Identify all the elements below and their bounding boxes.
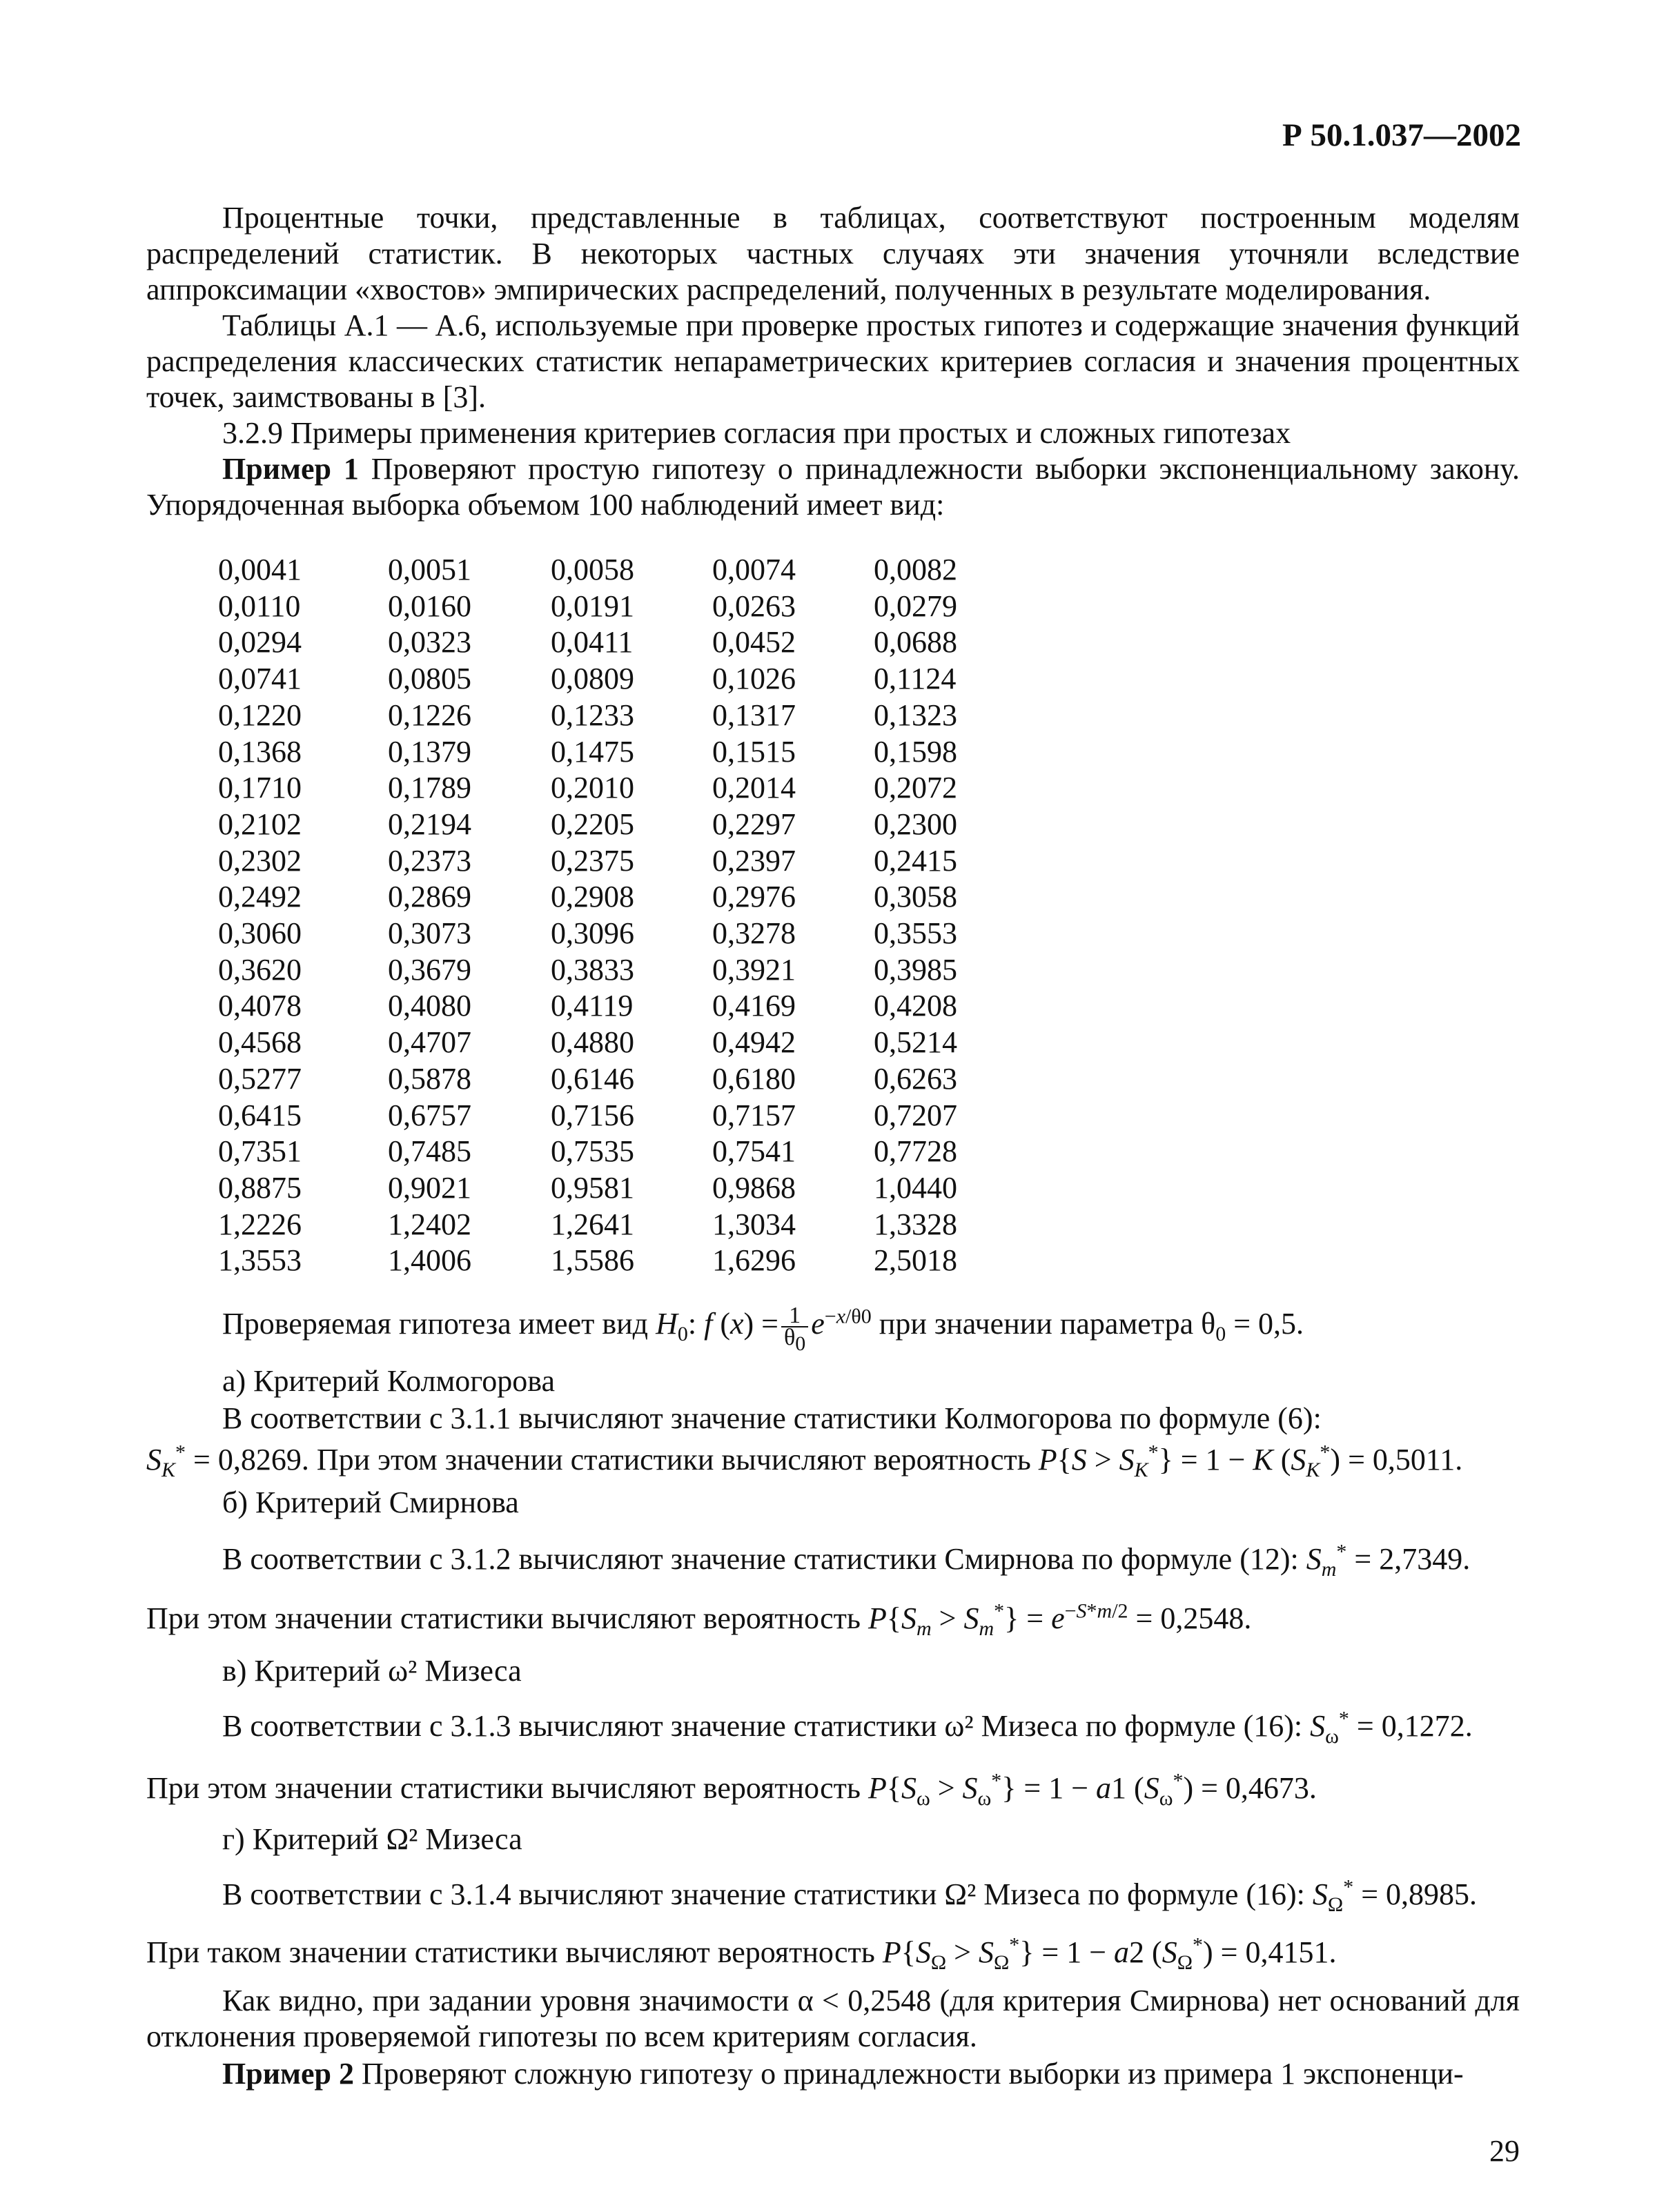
table-cell: 1,2226 [218,1207,302,1241]
table-cell: 0,3679 [388,952,471,987]
smirnov-text: В соответствии с 3.1.2 вычисляют значение статистики Смирнова по формуле (12): [222,1542,1306,1576]
example-2-label: Пример 2 [222,2057,355,2091]
example-1-label: Пример 1 [222,452,359,486]
table-cell: 0,3921 [712,952,796,987]
table-cell: 0,0294 [218,625,302,660]
table-cell: 0,6180 [712,1061,796,1096]
paragraph-example-1 [146,451,1520,523]
table-cell: 0,7157 [712,1098,796,1132]
page-number: 29 [1489,2134,1520,2168]
table-cell: 0,0082 [874,553,957,586]
table-cell: 0,5277 [218,1061,302,1096]
document-number: Р 50.1.037—2002 [1282,117,1521,153]
table-cell: 0,4942 [712,1025,796,1060]
table-cell: 0,0805 [388,662,471,696]
table-cell: 0,0058 [551,553,634,586]
table-cell: 0,2014 [712,771,796,805]
Omega-line-1: В соответствии с 3.1.4 вычисляют значение статистики Ω² Мизеса по формуле (16): $S_\Omega^* = 0,8985$. [222,1875,1478,1916]
table-cell: 0,1598 [874,734,957,769]
table-cell: 0,7535 [551,1134,634,1169]
table-cell: 1,5586 [551,1243,634,1278]
omega-title: в) Критерий ω² Мизеса [222,1654,522,1688]
table-cell: 0,7485 [388,1134,471,1169]
table-cell: 0,1233 [551,698,634,732]
table-cell: 0,1515 [712,734,796,769]
table-cell: 0,0411 [551,625,634,660]
table-cell: 1,3553 [218,1243,302,1278]
example-2-text: Проверяют сложную гипотезу о принадлежности выборки из примера 1 экспоненци- [354,2057,1464,2091]
table-row [218,879,1012,916]
table-row [218,552,1012,589]
sample-table [218,552,1012,1279]
smirnov-line-1: В соответствии с 3.1.2 вычисляют значение статистики Смирнова по формуле (12): $S_m^* = 2,7349$. [222,1540,1471,1581]
smirnov-line-2: При этом значении статистики вычисляют вероятность $P\{S_m > S_m^*\} = e^{-S*m/2} = 0,2548$. [146,1599,1252,1640]
table-cell: 0,2072 [874,771,957,805]
Omega-text: В соответствии с 3.1.4 вычисляют значение статистики Ω² Мизеса по формуле (16): [222,1877,1313,1911]
Omega-line-2: При таком значении статистики вычисляют вероятность $P\{S_\Omega > S_\Omega^*\} = 1 - a2$ $(S_\Omega^*) = 0,4151$. [146,1933,1337,1974]
table-cell: 0,0191 [551,589,634,623]
table-cell: 0,1789 [388,771,471,805]
table-cell: 0,2194 [388,807,471,841]
kolmogorov-line-1: В соответствии с 3.1.1 вычисляют значение статистики Колмогорова по формуле (6): [222,1401,1322,1435]
table-cell: 0,3620 [218,952,302,987]
table-cell: 2,5018 [874,1243,957,1278]
table-cell: 0,2205 [551,807,634,841]
table-cell: 0,0688 [874,625,957,660]
kolmogorov-stat: = 0,8269. При этом значении статистики вычисляют вероятность [186,1443,1039,1477]
table-cell: 0,9868 [712,1170,796,1205]
table-cell: 0,4880 [551,1025,634,1060]
table-cell: 0,1379 [388,734,471,769]
table-cell: 0,0452 [712,625,796,660]
table-cell: 0,2302 [218,843,302,878]
table-cell: 0,4568 [218,1025,302,1060]
table-cell: 0,7207 [874,1098,957,1132]
table-cell: 0,1475 [551,734,634,769]
omega-text: В соответствии с 3.1.3 вычисляют значение статистики ω² Мизеса по формуле (16): [222,1709,1311,1743]
table-cell: 0,0051 [388,553,471,586]
table-cell: 0,2869 [388,880,471,914]
table-row [218,698,1012,734]
table-cell: 0,1710 [218,771,302,805]
table-cell: 0,0323 [388,625,471,660]
omega-prob: = 0,4673. [1193,1771,1317,1805]
table-cell: 0,7156 [551,1098,634,1132]
table-cell: 1,3034 [712,1207,796,1241]
Omega-title: г) Критерий Ω² Мизеса [222,1822,522,1856]
table-cell: 0,2102 [218,807,302,841]
table-row [218,843,1012,880]
sample-table-body [218,552,1012,1279]
table-cell: 0,2010 [551,771,634,805]
table-cell: 0,0074 [712,553,796,586]
table-cell: 0,3073 [388,916,471,951]
table-cell: 1,2402 [388,1207,471,1241]
omega-line-1: В соответствии с 3.1.3 вычисляют значение статистики ω² Мизеса по формуле (16): $S_\omega^* = 0,1272$. [222,1707,1473,1748]
table-cell: 0,2397 [712,843,796,878]
kolmogorov-line-2: $S_K^* = 0,8269$. При этом значении статистики вычисляют вероятность $P\{S > S_K^*\} = 1 - K$ $(S_K^*) = 0,5011$. [146,1441,1463,1481]
table-cell: 0,0160 [388,589,471,623]
table-cell: 0,2492 [218,880,302,914]
kolmogorov-title: а) Критерий Колмогорова [222,1364,555,1398]
table-cell: 0,5214 [874,1025,957,1060]
hypothesis-line: Проверяемая гипотеза имеет вид $H_0$: f (x) = $\frac{1}{\theta_0}$ $e^{-x/\theta 0}$ при значении параметра $\theta_0 = 0,5$. [222,1303,1304,1355]
hypothesis-suffix: при значении параметра θ [871,1307,1216,1341]
table-cell: 0,6263 [874,1061,957,1096]
omega-text-2: При этом значении статистики вычисляют вероятность [146,1771,868,1805]
table-cell: 0,1226 [388,698,471,732]
table-row [218,1170,1012,1207]
table-cell: 1,3328 [874,1207,957,1241]
table-cell: 0,0279 [874,589,957,623]
hypothesis-prefix: Проверяемая гипотеза имеет вид [222,1307,656,1341]
table-cell: 1,4006 [388,1243,471,1278]
omega-line-2: При этом значении статистики вычисляют вероятность $P\{S_\omega > S_\omega^*\} = 1 - a1$ $(S_\omega^*) = 0,4673$. [146,1769,1317,1810]
table-cell: 0,0110 [218,589,301,623]
Omega-prob: = 0,4151. [1213,1935,1337,1969]
table-cell: 0,3553 [874,916,957,951]
table-cell: 0,1317 [712,698,796,732]
table-row [218,1061,1012,1098]
table-cell: 0,6757 [388,1098,471,1132]
table-cell: 0,4208 [874,989,957,1023]
table-row [218,988,1012,1025]
table-cell: 0,4080 [388,989,471,1023]
table-cell: 0,4707 [388,1025,471,1060]
table-cell: 0,4169 [712,989,796,1023]
table-cell: 0,5878 [388,1061,471,1096]
table-cell: 0,9021 [388,1170,471,1205]
table-row [218,661,1012,698]
table-cell: 0,7351 [218,1134,302,1169]
table-cell: 0,2297 [712,807,796,841]
omega-stat: = 0,1272. [1349,1709,1473,1743]
table-cell: 0,7728 [874,1134,957,1169]
table-row [218,1134,1012,1170]
fraction-1-over-theta: $\frac{1}{\theta_0}$ [781,1305,808,1348]
table-cell: 0,3096 [551,916,634,951]
Omega-stat: = 0,8985. [1353,1877,1478,1911]
table-cell: 0,2373 [388,843,471,878]
table-cell: 0,1026 [712,662,796,696]
table-row [218,624,1012,661]
table-cell: 1,6296 [712,1243,796,1278]
example-1-text: Проверяют простую гипотезу о принадлежности выборки экспоненциальному закону. Упорядоченная выборка объемом 100 наблюдений имеет вид: [146,452,1520,522]
table-cell: 0,0741 [218,662,302,696]
table-cell: 0,3278 [712,916,796,951]
table-row [218,916,1012,952]
paragraph-tables-source: Таблицы А.1 — А.6, используемые при проверке простых гипотез и содержащие значения функций распределения классических статистик непараметрических критериев согласия и значения процентных точек, заимствованы в [3]. [146,308,1520,414]
smirnov-text-2: При этом значении статистики вычисляют вероятность [146,1601,868,1635]
table-cell: 0,6146 [551,1061,634,1096]
table-row [218,734,1012,771]
table-row [218,1207,1012,1243]
table-cell: 0,0041 [218,553,302,586]
smirnov-stat: = 2,7349. [1346,1542,1471,1576]
table-cell: 0,2976 [712,880,796,914]
table-cell: 0,0809 [551,662,634,696]
table-row [218,952,1012,989]
table-cell: 0,2375 [551,843,634,878]
table-row [218,1025,1012,1061]
Omega-text-2: При таком значении статистики вычисляют вероятность [146,1935,883,1969]
table-cell: 0,1220 [218,698,302,732]
table-cell: 0,1124 [874,662,957,696]
smirnov-prob: = 0,2548. [1128,1601,1252,1635]
table-cell: 0,8875 [218,1170,302,1205]
table-cell: 0,3060 [218,916,302,951]
table-cell: 1,2641 [551,1207,634,1241]
theta-value: = 0,5. [1226,1307,1304,1341]
table-cell: 0,2415 [874,843,957,878]
table-cell: 0,3985 [874,952,957,987]
table-cell: 1,0440 [874,1170,957,1205]
table-cell: 0,9581 [551,1170,634,1205]
table-cell: 0,6415 [218,1098,302,1132]
paragraph-percent-points: Процентные точки, представленные в таблицах, соответствуют построенным моделям распределений статистик. В некоторых частных случаях эти значения уточняли вследствие аппроксимации «хвостов» эмпирических распределений, полученных в результате моделирования. [146,201,1520,306]
paragraph-example-2 [146,2056,1520,2092]
table-row [218,1098,1012,1134]
table-row [218,589,1012,625]
table-row [218,1243,1012,1279]
table-cell: 0,4119 [551,989,634,1023]
section-heading-examples: 3.2.9 Примеры применения критериев согласия при простых и сложных гипотезах [222,416,1291,450]
table-cell: 0,0263 [712,589,796,623]
conclusion-paragraph: Как видно, при задании уровня значимости α < 0,2548 (для критерия Смирнова) нет оснований для отклонения проверяемой гипотезы по всем критериям согласия. [146,1984,1520,2053]
table-row [218,770,1012,807]
table-row [218,807,1012,843]
table-cell: 0,1323 [874,698,957,732]
table-cell: 0,3833 [551,952,634,987]
kolmogorov-prob: = 0,5011. [1340,1443,1463,1477]
table-cell: 0,3058 [874,880,957,914]
table-cell: 0,7541 [712,1134,796,1169]
table-cell: 0,1368 [218,734,302,769]
table-cell: 0,4078 [218,989,302,1023]
table-cell: 0,2908 [551,880,634,914]
table-cell: 0,2300 [874,807,957,841]
smirnov-title: б) Критерий Смирнова [222,1485,519,1519]
